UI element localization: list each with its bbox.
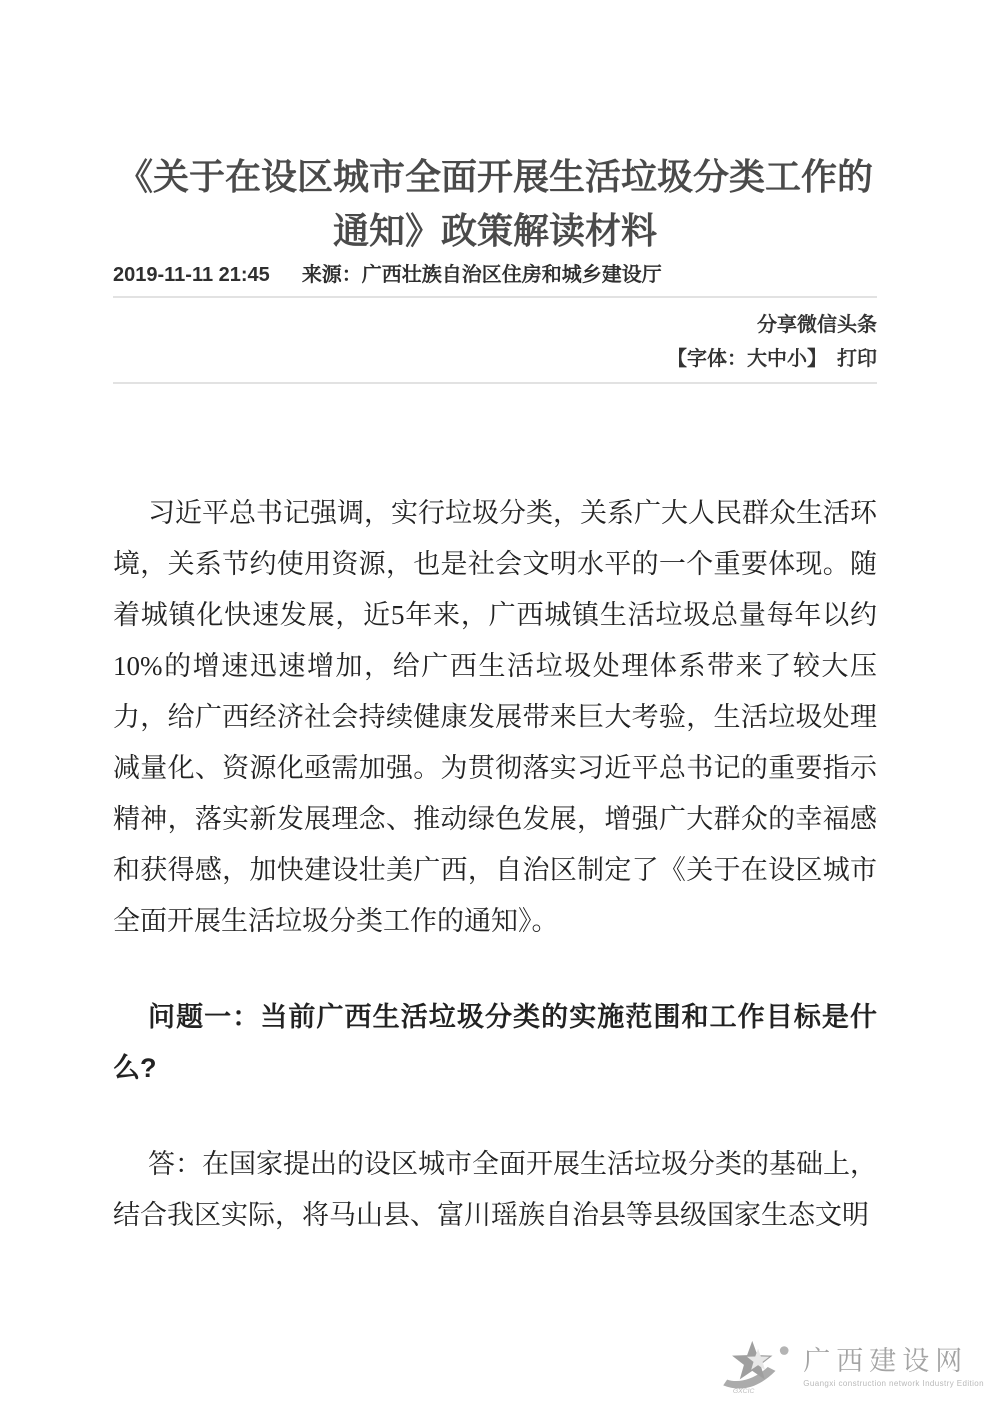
print-button[interactable]: 打印 xyxy=(837,348,877,370)
logo-dot-icon xyxy=(780,1346,789,1355)
article-date: 2019-11-11 21:45 xyxy=(113,264,270,286)
logo-text-block xyxy=(803,1337,984,1389)
font-size-prefix: 【字体： xyxy=(667,348,747,370)
page-title: 《关于在设区城市全面开展生活垃圾分类工作的通知》政策解读材料 xyxy=(116,156,873,251)
article-meta xyxy=(113,262,877,298)
article-body xyxy=(113,488,877,1241)
font-size-small-button[interactable]: 小 xyxy=(787,348,807,370)
font-size-large-button[interactable]: 大 xyxy=(747,348,767,370)
logo-site-name: 广西建设网 xyxy=(803,1346,969,1376)
site-logo[interactable] xyxy=(719,1337,984,1397)
intro-paragraph: 习近平总书记强调，实行垃圾分类，关系广大人民群众生活环境，关系节约使用资源，也是社会文明水平的一个重要体现。随着城镇化快速发展，近5年来，广西城镇生活垃圾总量每年以约10%的增速迅速增加，给广西生活垃圾处理体系带来了较大压力，给广西经济社会持续健康发展带来巨大考验，生活垃圾处理减量化、资源化亟需加强。为贯彻落实习近平总书记的重要指示精神，落实新发展理念、推动绿色发展，增强广大群众的幸福感和获得感，加快建设壮美广西，自治区制定了《关于在设区城市全面开展生活垃圾分类工作的通知》。 xyxy=(113,498,877,936)
answer-one-paragraph: 答：在国家提出的设区城市全面开展生活垃圾分类的基础上，结合我区实际，将马山县、富川瑶族自治县等县级国家生态文明 xyxy=(113,1149,877,1230)
share-bar xyxy=(113,312,877,338)
logo-star-caption: GXCIC xyxy=(733,1388,755,1396)
logo-site-tagline: Guangxi construction network Industry Edition xyxy=(803,1379,984,1388)
article-container xyxy=(113,0,877,1286)
share-links[interactable]: 分享微信头条 xyxy=(757,314,877,336)
article-source: 来源：广西壮族自治区住房和城乡建设厅 xyxy=(301,264,662,286)
font-size-medium-button[interactable]: 中 xyxy=(767,348,787,370)
star-icon xyxy=(719,1337,801,1397)
font-size-suffix: 】 xyxy=(807,348,827,370)
question-one-heading: 问题一：当前广西生活垃圾分类的实施范围和工作目标是什么? xyxy=(113,1002,877,1083)
font-control-bar xyxy=(113,346,877,384)
